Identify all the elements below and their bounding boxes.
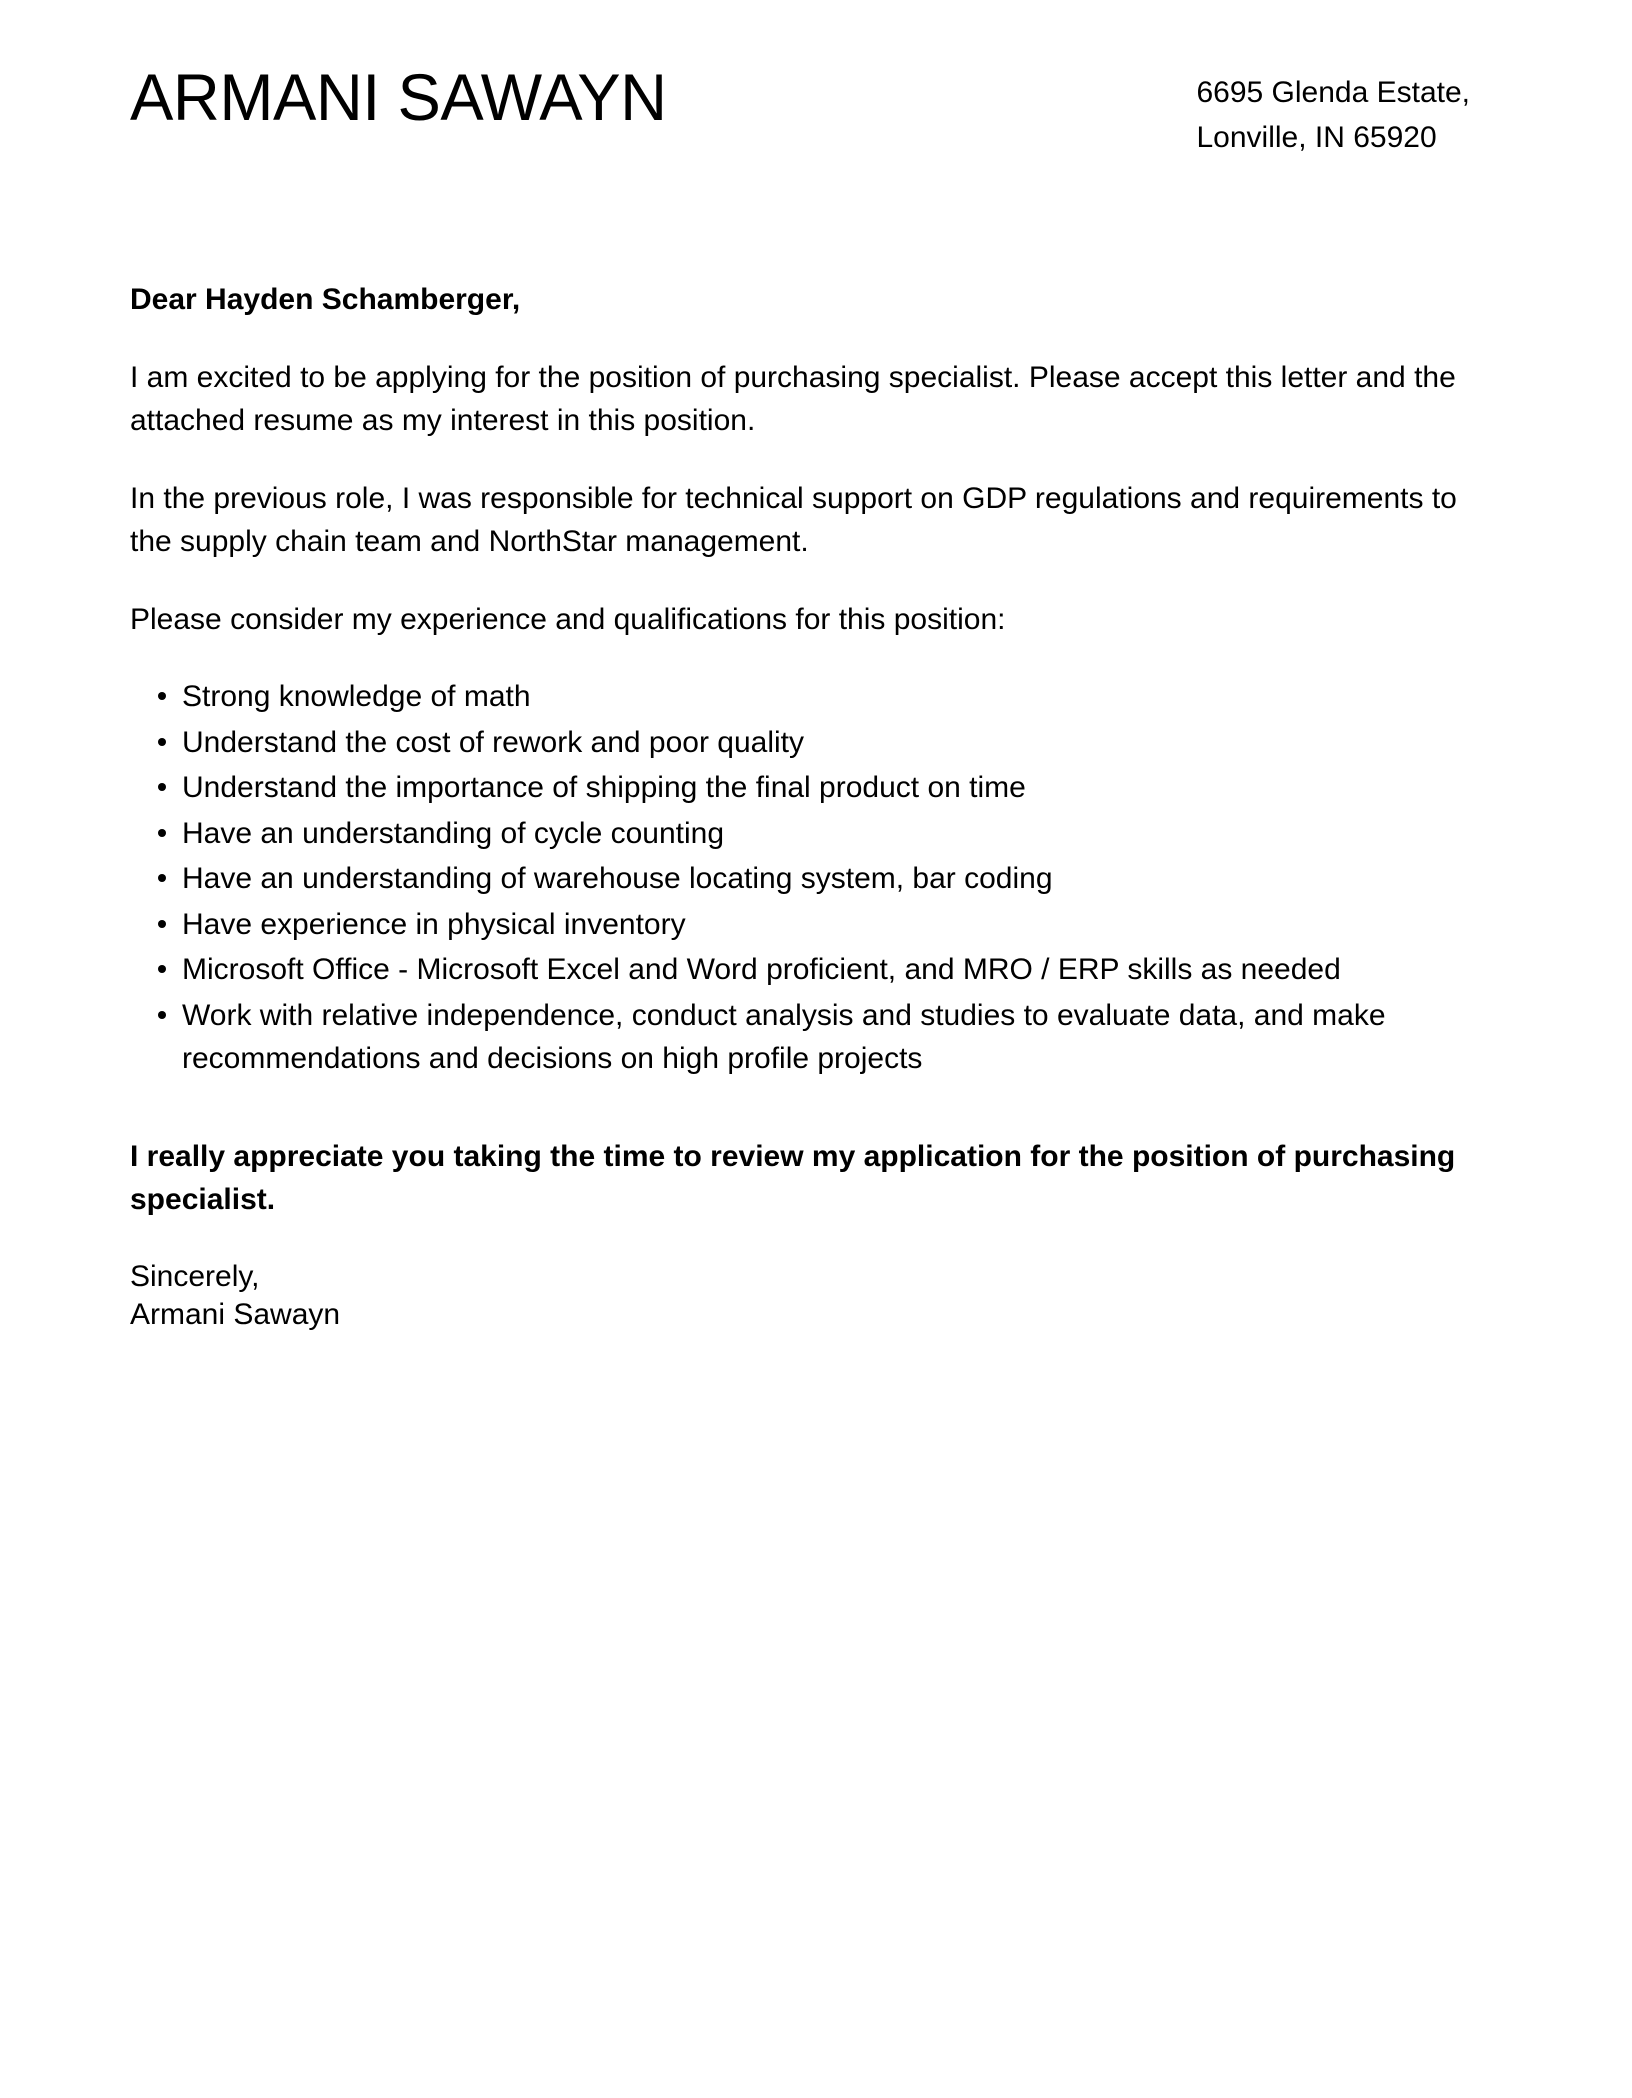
salutation: Dear Hayden Schamberger,: [130, 283, 521, 316]
list-item: Understand the importance of shipping the final product on time: [130, 766, 1470, 810]
list-item: Have experience in physical inventory: [130, 903, 1470, 947]
signature-name: Armani Sawayn: [130, 1297, 341, 1331]
closing-paragraph: I really appreciate you taking the time to review my application for the position of purchasing specialist.: [130, 1139, 1456, 1216]
signature-block: [130, 1258, 1470, 1335]
page-title: ARMANI SAWAYN: [130, 60, 667, 134]
body-paragraph-2: In the previous role, I was responsible for technical support on GDP regulations and requirements to the supply chain team and NorthStar management.: [130, 481, 1457, 558]
list-item: Microsoft Office - Microsoft Excel and Word proficient, and MRO / ERP skills as needed: [130, 948, 1470, 992]
qualifications-list: [130, 675, 1470, 1081]
sender-address-block: [1196, 62, 1470, 160]
list-item: Work with relative independence, conduct analysis and studies to evaluate data, and make recommendations and decisions on high profile projects: [130, 994, 1470, 1081]
list-item: Have an understanding of cycle counting: [130, 812, 1470, 856]
body-paragraph-1: I am excited to be applying for the position of purchasing specialist. Please accept this letter and the attached resume as my interest in this position.: [130, 360, 1456, 437]
letter-header: [130, 0, 1470, 160]
address-line-street: 6695 Glenda Estate,: [1196, 76, 1470, 109]
letter-body: [130, 278, 1470, 1334]
signoff-text: Sincerely,: [130, 1259, 260, 1293]
qualifications-intro: Please consider my experience and qualifications for this position:: [130, 602, 1006, 636]
list-item: Understand the cost of rework and poor quality: [130, 721, 1470, 765]
address-line-city-state-zip: Lonville, IN 65920: [1196, 121, 1437, 154]
list-item: Have an understanding of warehouse locating system, bar coding: [130, 857, 1470, 901]
list-item: Strong knowledge of math: [130, 675, 1470, 719]
letter-content-area: [130, 0, 1470, 1334]
